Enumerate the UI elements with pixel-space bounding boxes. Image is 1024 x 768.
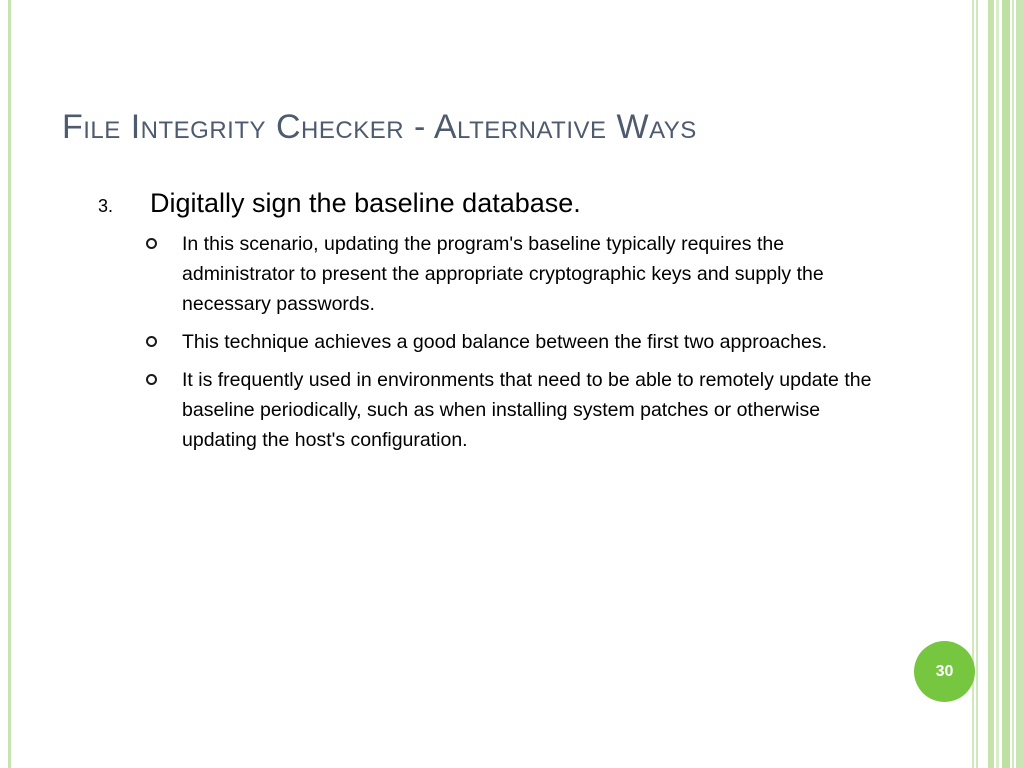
stripe bbox=[988, 0, 994, 768]
slide-content bbox=[98, 188, 898, 463]
item-heading: Digitally sign the baseline database. bbox=[150, 188, 581, 218]
hollow-circle-bullet-icon bbox=[146, 374, 157, 385]
numbered-item bbox=[98, 188, 898, 219]
bullet-text: It is frequently used in environments that need to be able to remotely update the baseline periodically, such as when installing system patches or otherwise updating the host's configuration. bbox=[182, 369, 872, 451]
hollow-circle-bullet-icon bbox=[146, 238, 157, 249]
stripe bbox=[1012, 0, 1014, 768]
stripe bbox=[972, 0, 974, 768]
bullet-list bbox=[98, 229, 898, 455]
bullet-text: In this scenario, updating the program's baseline typically requires the administrator to present the appropriate cryptographic keys and supply the necessary passwords. bbox=[182, 233, 824, 315]
stripe bbox=[996, 0, 999, 768]
right-decorative-stripes bbox=[972, 0, 1024, 768]
stripe bbox=[1002, 0, 1010, 768]
slide-title: File Integrity Checker - Alternative Ways bbox=[62, 108, 697, 146]
list-item bbox=[142, 365, 898, 455]
page-number-badge bbox=[914, 641, 975, 702]
bullet-text: This technique achieves a good balance between the first two approaches. bbox=[182, 331, 827, 353]
list-item bbox=[142, 229, 898, 319]
page-number: 30 bbox=[935, 662, 954, 680]
hollow-circle-bullet-icon bbox=[146, 336, 157, 347]
item-number: 3. bbox=[98, 196, 114, 216]
stripe bbox=[1016, 0, 1024, 768]
list-item bbox=[142, 327, 898, 357]
left-border-line bbox=[8, 0, 11, 768]
stripe bbox=[976, 0, 978, 768]
